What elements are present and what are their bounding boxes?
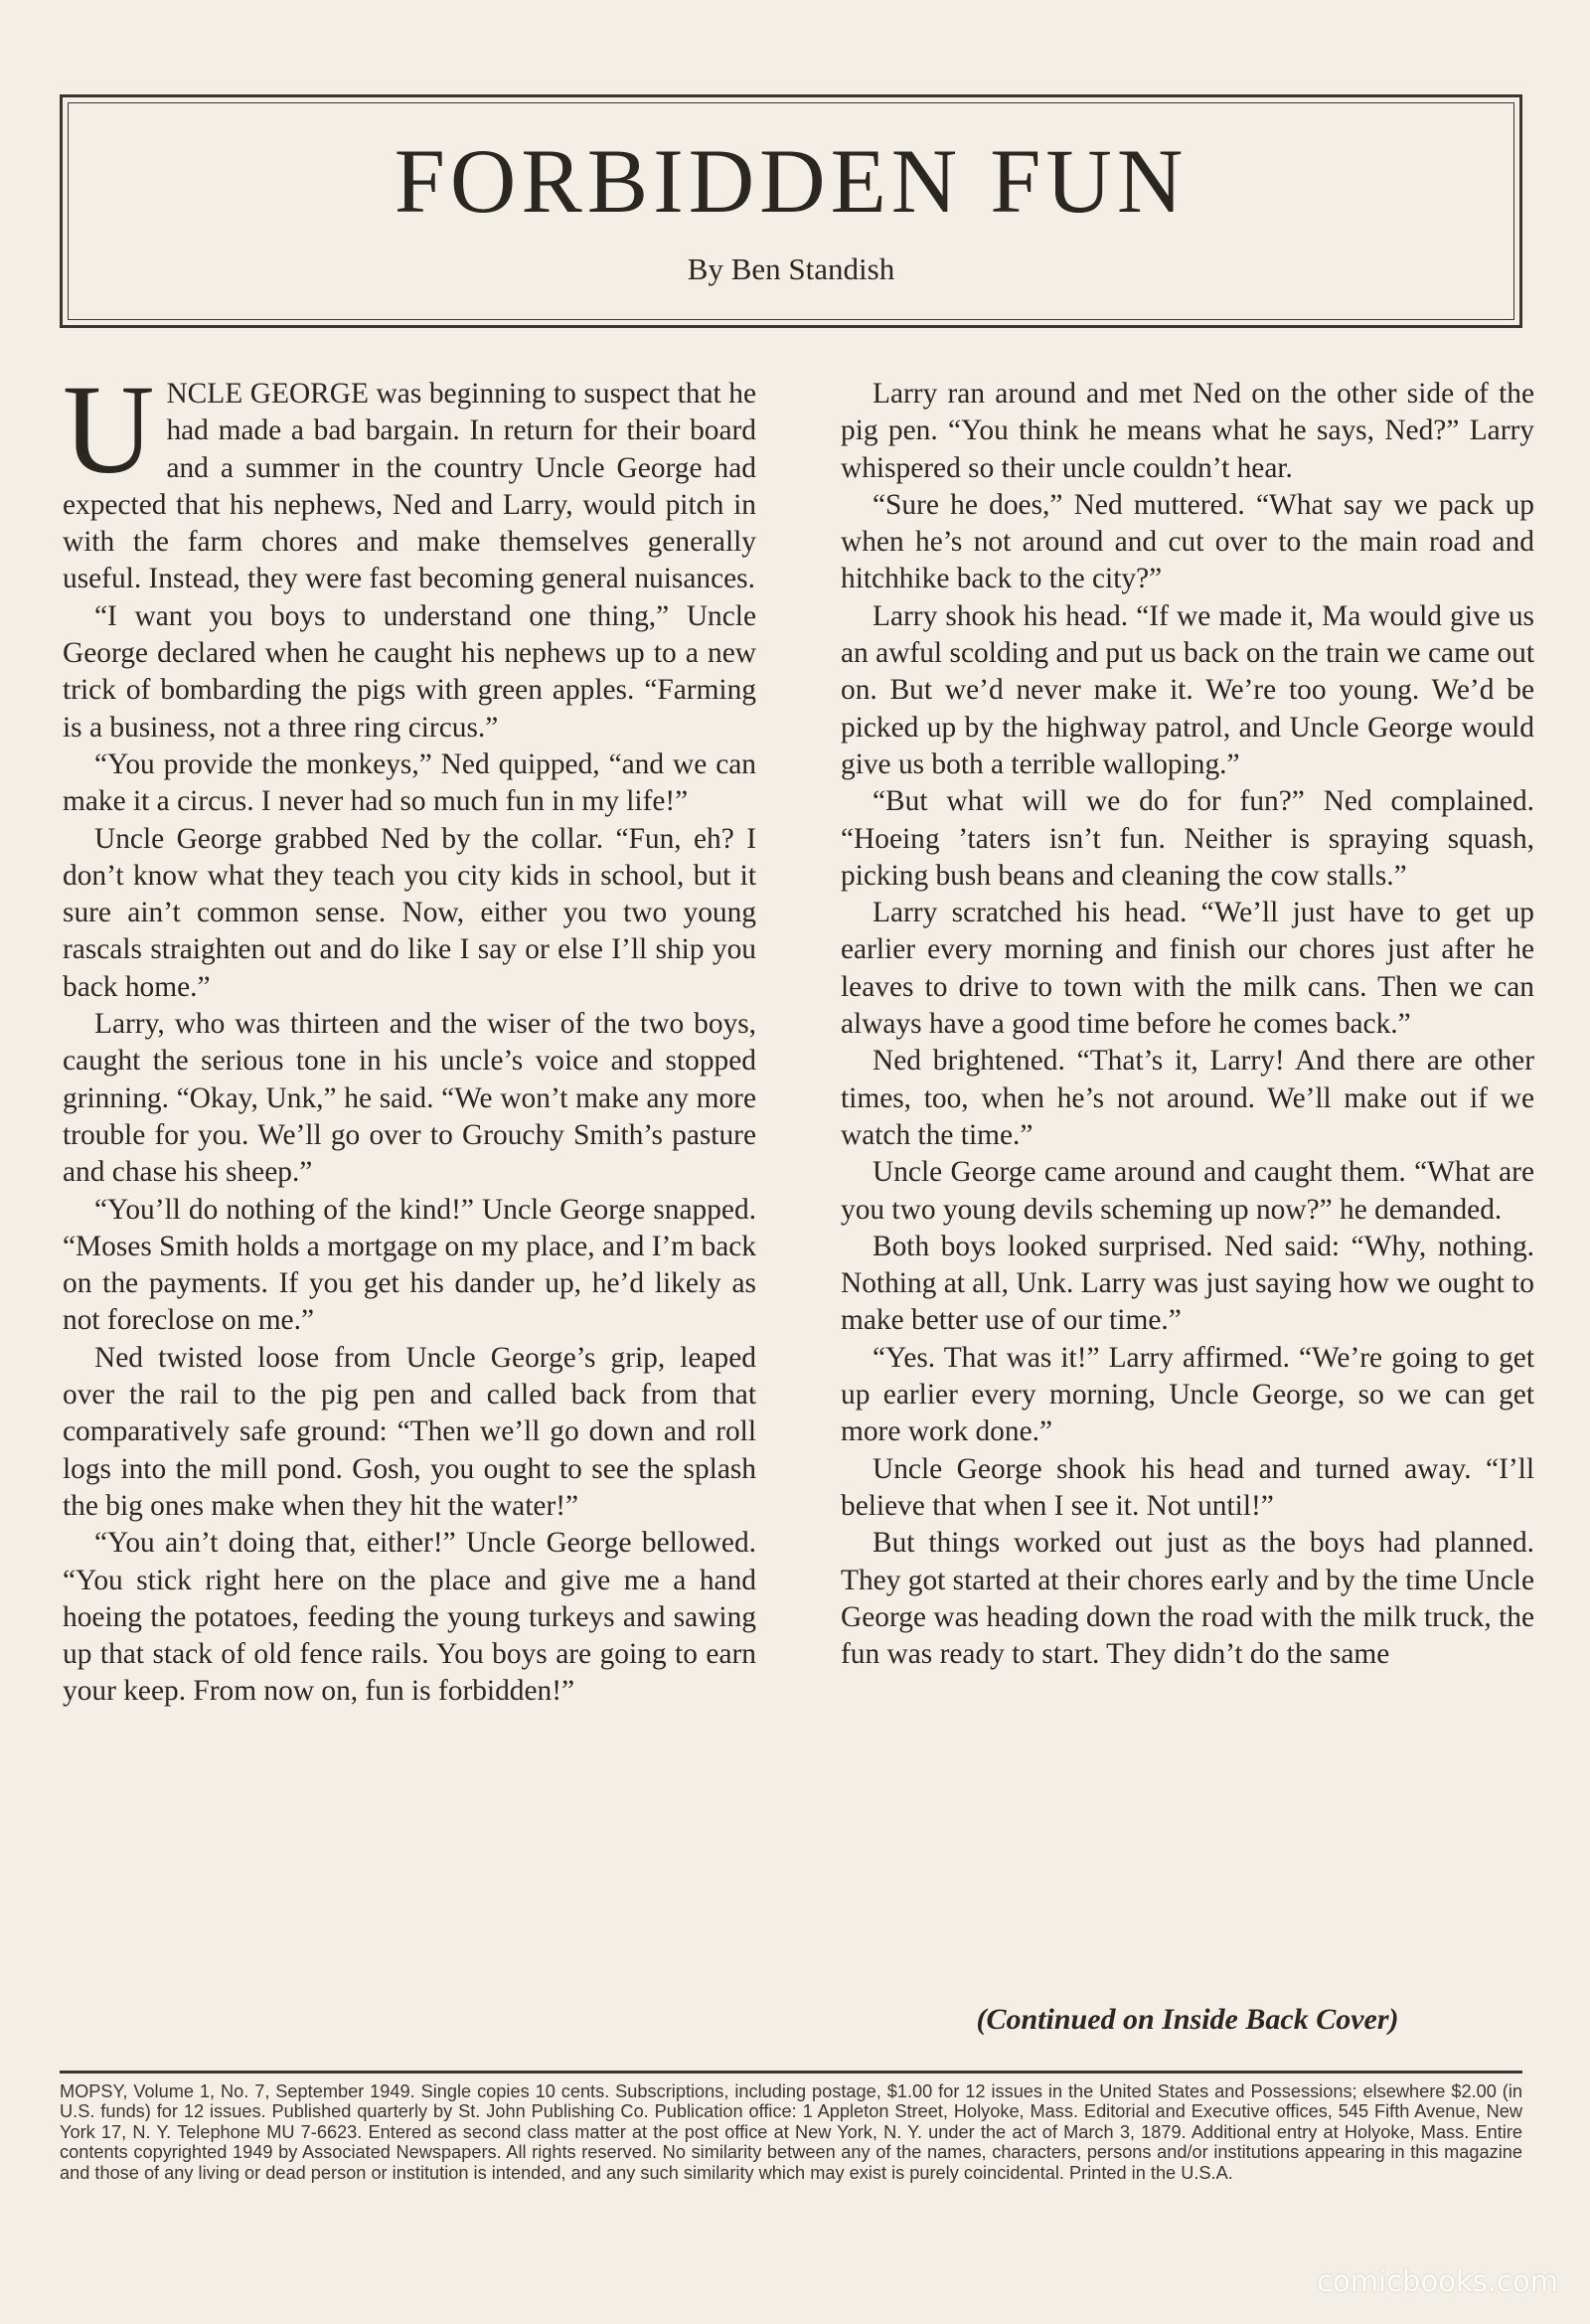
paragraph: “Yes. That was it!” Larry affirmed. “We’re going to get up earlier every morning, Uncle George, so we can get more work done.”	[841, 1341, 1534, 1448]
paragraph: “You’ll do nothing of the kind!” Uncle George snapped. “Moses Smith holds a mortgage on my place, and I’m back on the payments. If you get his dander up, he’d likely as not foreclose on me.”	[63, 1193, 756, 1337]
first-paragraph	[63, 359, 756, 598]
paragraph: Larry, who was thirteen and the wiser of the two boys, caught the serious tone in his uncle’s voice and stopped grinning. “Okay, Unk,” he said. “We won’t make any more trouble for you. We’ll go over to Grouchy Smith’s pasture and chase his sheep.”	[63, 1008, 756, 1189]
paragraph: Uncle George grabbed Ned by the collar. “Fun, eh? I don’t know what they teach you city kids in school, but it sure ain’t common sense. Now, either you two young rascals straighten out and do like I say or else I’ll ship you back home.”	[63, 822, 756, 1003]
paragraph: “Sure he does,” Ned muttered. “What say we pack up when he’s not around and cut over to the main road and hitchhike back to the city?”	[841, 488, 1534, 595]
title-box	[60, 94, 1522, 328]
paragraph: But things worked out just as the boys had planned. They got started at their chores early and by the time Uncle George was heading down the road with the milk truck, the fun was ready to start. They didn’t do the same	[841, 1527, 1534, 1671]
paragraph: Both boys looked surprised. Ned said: “Why, nothing. Nothing at all, Unk. Larry was just saying how we ought to make better use of our time.”	[841, 1230, 1534, 1337]
paragraph: Uncle George came around and caught them. “What are you two young devils scheming up now?” he demanded.	[841, 1156, 1534, 1226]
publication-imprint: MOPSY, Volume 1, No. 7, September 1949. Single copies 10 cents. Subscriptions, including postage, $1.00 for 12 issues in the United States and Possessions; elsewhere $2.00 (in U.S. funds) for 12 issues. Published quarterly by St. John Publishing Co. Publication office: 1 Appleton Street, Holyoke, Mass. Editorial and Executive offices, 545 Fifth Avenue, New York 17, N. Y. Telephone MU 7-6623. Entered as second class matter at the post office at New York, N. Y. under the act of March 3, 1879. Additional entry at Holyoke, Mass. Entire contents copyrighted 1949 by Associated Newspapers. All rights reserved. No similarity between any of the names, characters, persons and/or institutions appearing in this magazine and those of any living or dead person or institution is intended, and any such similarity which may exist is purely coincidental. Printed in the U.S.A.	[60, 2081, 1522, 2183]
paragraph: Larry shook his head. “If we made it, Ma would give us an awful scolding and put us back on the train we came out on. But we’d never make it. We’re too young. We’d be picked up by the highway patrol, and Uncle George would give us both a terrible walloping.”	[841, 599, 1534, 780]
byline: By Ben Standish	[687, 250, 895, 286]
paragraph: Ned twisted loose from Uncle George’s grip, leaped over the rail to the pig pen and called back from that comparatively safe ground: “Then we’ll go down and roll logs into the mill pond. Gosh, you ought to see the splash the big ones make when they hit the water!”	[63, 1341, 756, 1522]
paragraph: Uncle George shook his head and turned away. “I’ll believe that when I see it. Not until!”	[841, 1452, 1534, 1522]
paragraph: “You ain’t doing that, either!” Uncle George bellowed. “You stick right here on the place and give me a hand hoeing the potatoes, feeding the young turkeys and sawing up that stack of old fence rails. You boys are going to earn your keep. From now on, fun is forbidden!”	[63, 1527, 756, 1708]
story-title: FORBIDDEN FUN	[394, 130, 1189, 232]
paragraph: Ned brightened. “That’s it, Larry! And there are other times, too, when he’s not around. We’ll make out if we watch the time.”	[841, 1045, 1534, 1151]
paragraph: Larry ran around and met Ned on the other side of the pig pen. “You think he means what he says, Ned?” Larry whispered so their uncle couldn’t hear.	[841, 378, 1534, 484]
paragraph: Larry scratched his head. “We’ll just have to get up earlier every morning and finish our chores just after he leaves to drive to town with the milk cans. Then we can always have a good time before he comes back.”	[841, 897, 1534, 1041]
divider	[60, 2071, 1522, 2074]
paragraph: “But what will we do for fun?” Ned complained. “Hoeing ’taters isn’t fun. Neither is spraying squash, picking bush beans and cleaning the cow stalls.”	[841, 785, 1534, 892]
paragraph: “You provide the monkeys,” Ned quipped, “and we can make it a circus. I never had so much fun in my life!”	[63, 747, 756, 818]
paragraph: “I want you boys to understand one thing,” Uncle George declared when he caught his nephews up to a new trick of bombarding the pigs with green apples. “Farming is a business, not a three ring circus.”	[63, 599, 756, 744]
site-watermark: comicbooks.com	[1317, 2264, 1558, 2298]
continued-note: (Continued on Inside Back Cover)	[976, 2003, 1399, 2036]
left-column	[63, 359, 756, 1711]
right-column	[841, 376, 1534, 1673]
drop-cap: U	[63, 359, 155, 500]
first-paragraph-text: NCLE GEORGE was beginning to suspect that he had made a bad bargain. In return for their board and a summer in the country Uncle George had expected that his nephews, Ned and Larry, would pitch in with the farm chores and make themselves generally useful. Instead, they were fast becoming general nuisances.	[63, 378, 756, 595]
